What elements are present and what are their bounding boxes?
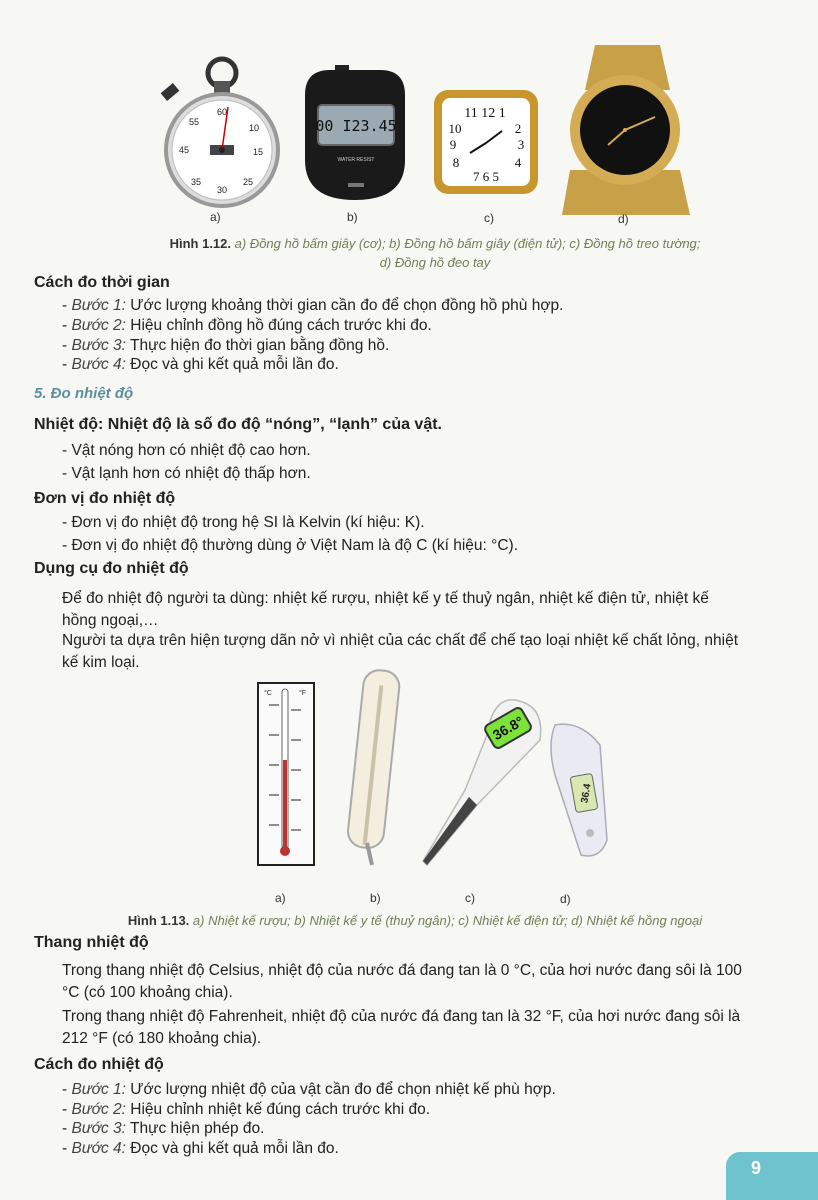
svg-text:10: 10 (248, 123, 260, 133)
svg-text:8: 8 (452, 155, 460, 170)
fig-1-13-label-c: c) (465, 891, 475, 905)
alcohol-thermometer-image (258, 683, 314, 865)
time-step-3: - Bước 3: Thực hiện đo thời gian bằng đồng hồ. (62, 337, 390, 354)
wristwatch-image (562, 45, 690, 215)
svg-text:7 6 5: 7 6 5 (473, 169, 499, 184)
figure-1-13-caption: Hình 1.13. a) Nhiệt kế rượu; b) Nhiệt kế y tế (thuỷ ngân); c) Nhiệt kế điện tử; d) Nhiệt kế hồng ngoại (127, 913, 703, 928)
temperature-definition-item-1: - Vật nóng hơn có nhiệt độ cao hơn. (62, 442, 311, 459)
time-step-1: - Bước 1: Ước lượng khoảng thời gian cần đo để chọn đồng hồ phù hợp. (62, 297, 564, 314)
section-5-title: 5. Đo nhiệt độ (34, 385, 134, 402)
time-step-4: - Bước 4: Đọc và ghi kết quả mỗi lần đo. (62, 356, 339, 373)
svg-text:45: 45 (178, 145, 190, 155)
svg-text:00 I23.45: 00 I23.45 (315, 117, 397, 135)
fig-1-13-label-d: d) (560, 892, 571, 906)
temperature-definition-heading: Nhiệt độ: Nhiệt độ là số đo độ “nóng”, “lạnh” của vật. (34, 416, 442, 433)
svg-text:3: 3 (517, 137, 525, 152)
time-measure-heading: Cách đo thời gian (34, 274, 170, 291)
fig-1-12-label-a: a) (210, 210, 221, 224)
wall-clock-image (434, 90, 538, 194)
fig-1-12-label-d: d) (618, 212, 629, 226)
svg-text:°C: °C (264, 690, 272, 697)
temp-step-1: - Bước 1: Ước lượng nhiệt độ của vật cần đo để chọn nhiệt kế phù hợp. (62, 1081, 556, 1098)
infrared-thermometer-image (551, 724, 607, 856)
temp-step-2: - Bước 2: Hiệu chỉnh nhiệt kế đúng cách trước khi đo. (62, 1101, 431, 1118)
fig-1-12-label-c: c) (484, 211, 494, 225)
svg-text:60: 60 (216, 107, 228, 117)
svg-text:35: 35 (190, 177, 202, 187)
svg-text:36.4: 36.4 (579, 782, 594, 804)
temp-step-4: - Bước 4: Đọc và ghi kết quả mỗi lần đo. (62, 1140, 339, 1157)
unit-item-1: - Đơn vị đo nhiệt độ trong hệ SI là Kelvin (kí hiệu: K). (62, 514, 425, 531)
tools-heading: Dụng cụ đo nhiệt độ (34, 560, 189, 577)
figure-1-13-thermometers (255, 665, 615, 885)
temp-measure-heading: Cách đo nhiệt độ (34, 1056, 164, 1073)
fig-1-13-label-a: a) (275, 891, 286, 905)
svg-text:15: 15 (252, 147, 264, 157)
fig-1-12-label-b: b) (347, 210, 358, 224)
figure-1-12-clocks (150, 45, 690, 215)
time-step-2: - Bước 2: Hiệu chỉnh đồng hồ đúng cách trước khi đo. (62, 317, 432, 334)
temp-step-3: - Bước 3: Thực hiện phép đo. (62, 1120, 265, 1137)
svg-text:9: 9 (449, 137, 457, 152)
digital-stopwatch-image (305, 65, 405, 200)
digital-thermometer-image (423, 700, 541, 865)
svg-text:11 12 1: 11 12 1 (464, 106, 506, 121)
svg-text:°F: °F (299, 690, 307, 697)
svg-text:30: 30 (216, 185, 228, 195)
unit-heading: Đơn vị đo nhiệt độ (34, 490, 176, 507)
svg-text:10: 10 (448, 121, 462, 136)
svg-text:36.8°: 36.8° (489, 712, 527, 744)
medical-thermometer-image (346, 669, 400, 865)
figure-1-12-caption: Hình 1.12. a) Đồng hồ bấm giây (cơ); b) Đồng hồ bấm giây (điện tử); c) Đồng hồ treo tường; d) Đồng hồ đeo tay (169, 236, 701, 270)
svg-text:4: 4 (514, 155, 522, 170)
page-number: 9 (750, 1158, 761, 1178)
mechanical-stopwatch-image (161, 59, 278, 206)
scale-heading: Thang nhiệt độ (34, 934, 149, 951)
tools-paragraph-2: Người ta dựa trên hiện tượng dãn nở vì nhiệt của các chất để chế tạo loại nhiệt kế chất lỏng, nhiệt kế kim loại. (62, 632, 739, 671)
tools-paragraph-1: Để đo nhiệt độ người ta dùng: nhiệt kế rượu, nhiệt kế y tế thuỷ ngân, nhiệt kế điện tử, nhiệt kế hồng ngoại,… (62, 590, 709, 629)
svg-text:2: 2 (514, 121, 522, 136)
temperature-definition-item-2: - Vật lạnh hơn có nhiệt độ thấp hơn. (62, 465, 311, 482)
scale-paragraph-fahrenheit: Trong thang nhiệt độ Fahrenheit, nhiệt độ của nước đá đang tan là 32 °F, của hơi nước đang sôi là 212 °F (có 180 khoảng chia). (62, 1008, 741, 1047)
fig-1-13-label-b: b) (370, 891, 381, 905)
svg-text:WATER RESIST: WATER RESIST (337, 157, 375, 163)
unit-item-2: - Đơn vị đo nhiệt độ thường dùng ở Việt Nam là độ C (kí hiệu: °C). (62, 537, 519, 554)
page-number-tab (726, 1152, 818, 1200)
scale-paragraph-celsius: Trong thang nhiệt độ Celsius, nhiệt độ của nước đá đang tan là 0 °C, của hơi nước đang sôi là 100 °C (có 100 khoảng chia). (62, 962, 742, 1001)
svg-text:55: 55 (188, 117, 200, 127)
svg-text:25: 25 (242, 177, 254, 187)
